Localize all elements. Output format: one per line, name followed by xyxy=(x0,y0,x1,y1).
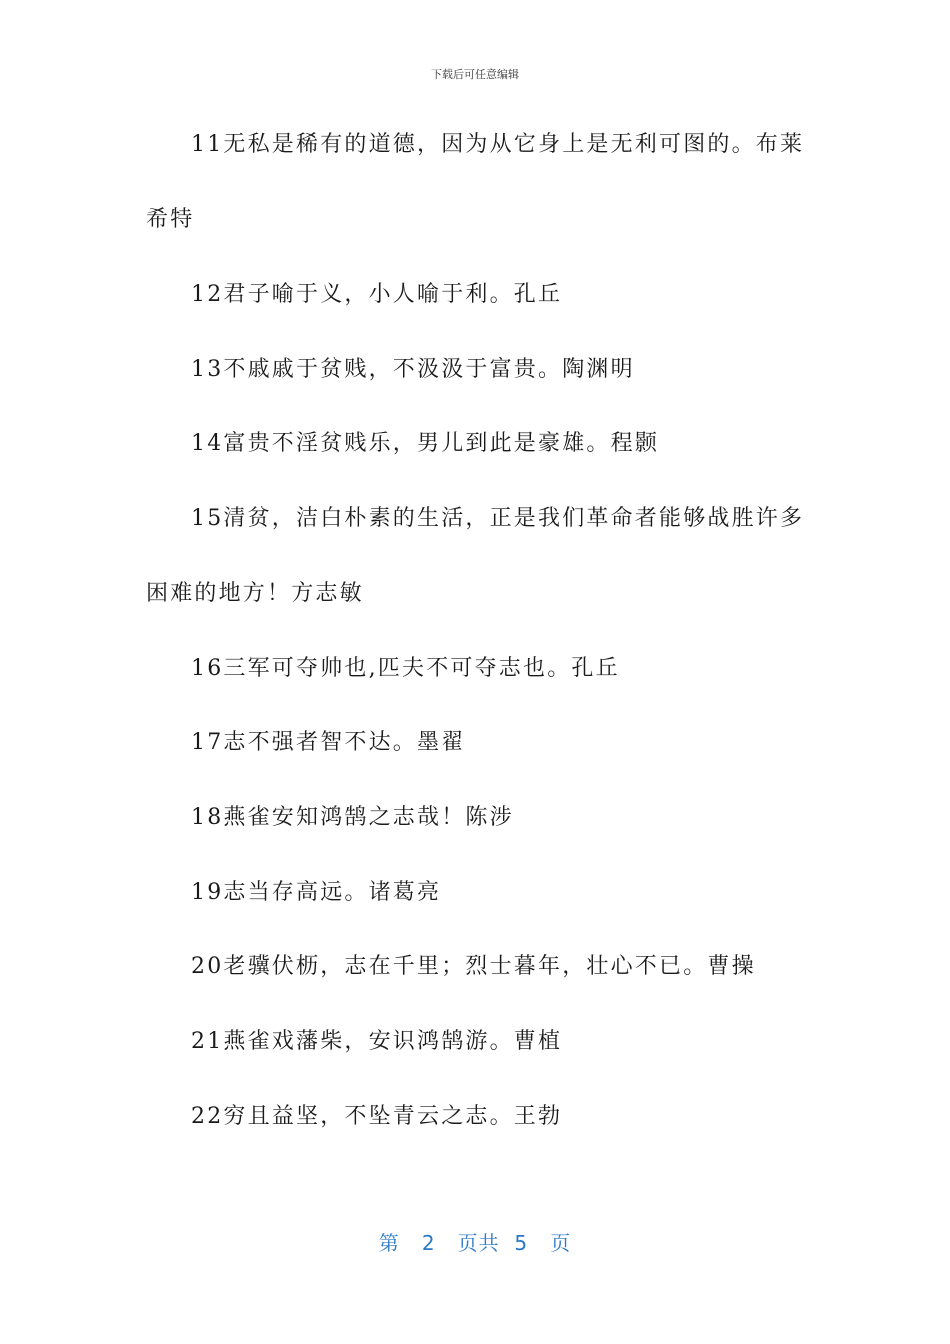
footer-prefix: 第 xyxy=(378,1231,400,1255)
header-note: 下载后可任意编辑 xyxy=(431,68,519,81)
quote-20: 20老骥伏枥，志在千里；烈士暮年，壮心不已。曹操 xyxy=(191,954,756,979)
quote-12: 12君子喻于义，小人喻于利。孔丘 xyxy=(191,282,563,307)
quote-11-line-2: 希特 xyxy=(146,207,195,232)
page-footer xyxy=(0,1227,950,1256)
quote-13: 13不戚戚于贫贱，不汲汲于富贵。陶渊明 xyxy=(191,357,635,382)
quote-21: 21燕雀戏藩柴，安识鸿鹄游。曹植 xyxy=(191,1029,563,1054)
quote-11-line-1: 11无私是稀有的道德，因为从它身上是无利可图的。布莱 xyxy=(191,132,805,157)
quote-14: 14富贵不淫贫贱乐，男儿到此是豪雄。程颢 xyxy=(191,431,659,456)
footer-total-pages: 5 xyxy=(514,1231,529,1255)
footer-page-number: 2 xyxy=(421,1231,436,1255)
quote-15-line-1: 15清贫，洁白朴素的生活，正是我们革命者能够战胜许多 xyxy=(191,506,805,531)
quote-18: 18燕雀安知鸿鹄之志哉！陈涉 xyxy=(191,805,514,830)
footer-suffix: 页 xyxy=(550,1231,572,1255)
quote-16: 16三军可夺帅也,匹夫不可夺志也。孔丘 xyxy=(191,656,620,681)
quote-17: 17志不强者智不达。墨翟 xyxy=(191,730,466,755)
quote-15-line-2: 困难的地方！方志敏 xyxy=(146,581,364,606)
quote-22: 22穷且益坚，不坠青云之志。王勃 xyxy=(191,1104,563,1129)
footer-middle: 页共 xyxy=(457,1231,500,1255)
quote-19: 19志当存高远。诸葛亮 xyxy=(191,880,442,905)
